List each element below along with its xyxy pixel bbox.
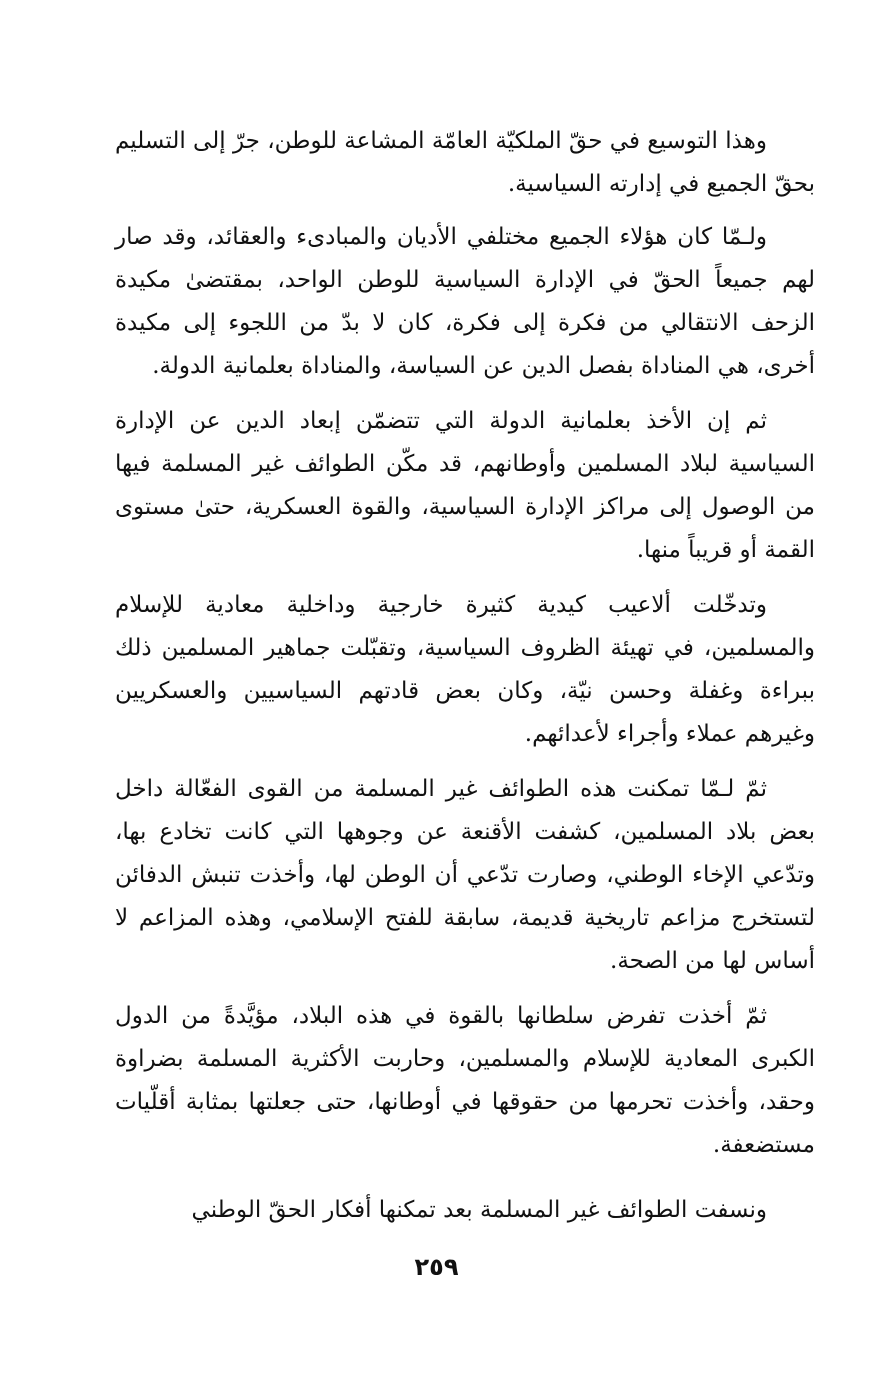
paragraph-2: ولـمّا كان هؤلاء الجميع مختلفي الأديان والمبادىء والعقائد، وقد صار لهم جميعاً الحقّ في الإدارة السياسية للوطن الواحد، بمقتضىٰ مكيدة الزحف الانتقالي من فكرة إلى فكرة، كان لا بدّ من اللجوء إلى مكيدة أخرى، هي المناداة بفصل الدين عن السياسة، والمناداة بعلمانية الدولة. (115, 224, 815, 379)
paragraph-7: ونسفت الطوائف غير المسلمة بعد تمكنها أفكار الحقّ الوطني (191, 1197, 767, 1223)
paragraph-1: وهذا التوسيع في حقّ الملكيّة العامّة المشاعة للوطن، جرّ إلى التسليم بحقّ الجميع في إدارته السياسية. (115, 128, 815, 197)
paragraph-4: وتدخّلت ألاعيب كيدية كثيرة خارجية وداخلية معادية للإسلام والمسلمين، في تهيئة الظروف السياسية، وتقبّلت جماهير المسلمين ذلك ببراءة وغفلة وحسن نيّة، وكان بعض قادتهم السياسيين والعسكريين وغيرهم عملاء وأجراء لأعدائهم. (115, 592, 815, 747)
page-number: ٢٥٩ (414, 1253, 459, 1281)
page-body (115, 120, 815, 1232)
paragraph-5: ثمّ لـمّا تمكنت هذه الطوائف غير المسلمة من القوى الفعّالة داخل بعض بلاد المسلمين، كشفت الأقنعة عن وجوهها التي كانت تخادع بها، وتدّعي الإخاء الوطني، وصارت تدّعي أن الوطن لها، وأخذت تنبش الدفائن لتستخرج مزاعم تاريخية قديمة، سابقة للفتح الإسلامي، وهذه المزاعم لا أساس لها من الصحة. (115, 776, 815, 974)
paragraph-6: ثمّ أخذت تفرض سلطانها بالقوة في هذه البلاد، مؤيَّدةً من الدول الكبرى المعادية للإسلام والمسلمين، وحاربت الأكثرية المسلمة بضراوة وحقد، وأخذت تحرمها من حقوقها في أوطانها، حتى جعلتها بمثابة أقلّيات مستضعفة. (115, 1003, 815, 1158)
paragraph-3: ثم إن الأخذ بعلمانية الدولة التي تتضمّن إبعاد الدين عن الإدارة السياسية لبلاد المسلمين وأوطانهم، قد مكّن الطوائف غير المسلمة فيها من الوصول إلى مراكز الإدارة السياسية، والقوة العسكرية، حتىٰ مستوى القمة أو قريباً منها. (115, 408, 815, 563)
